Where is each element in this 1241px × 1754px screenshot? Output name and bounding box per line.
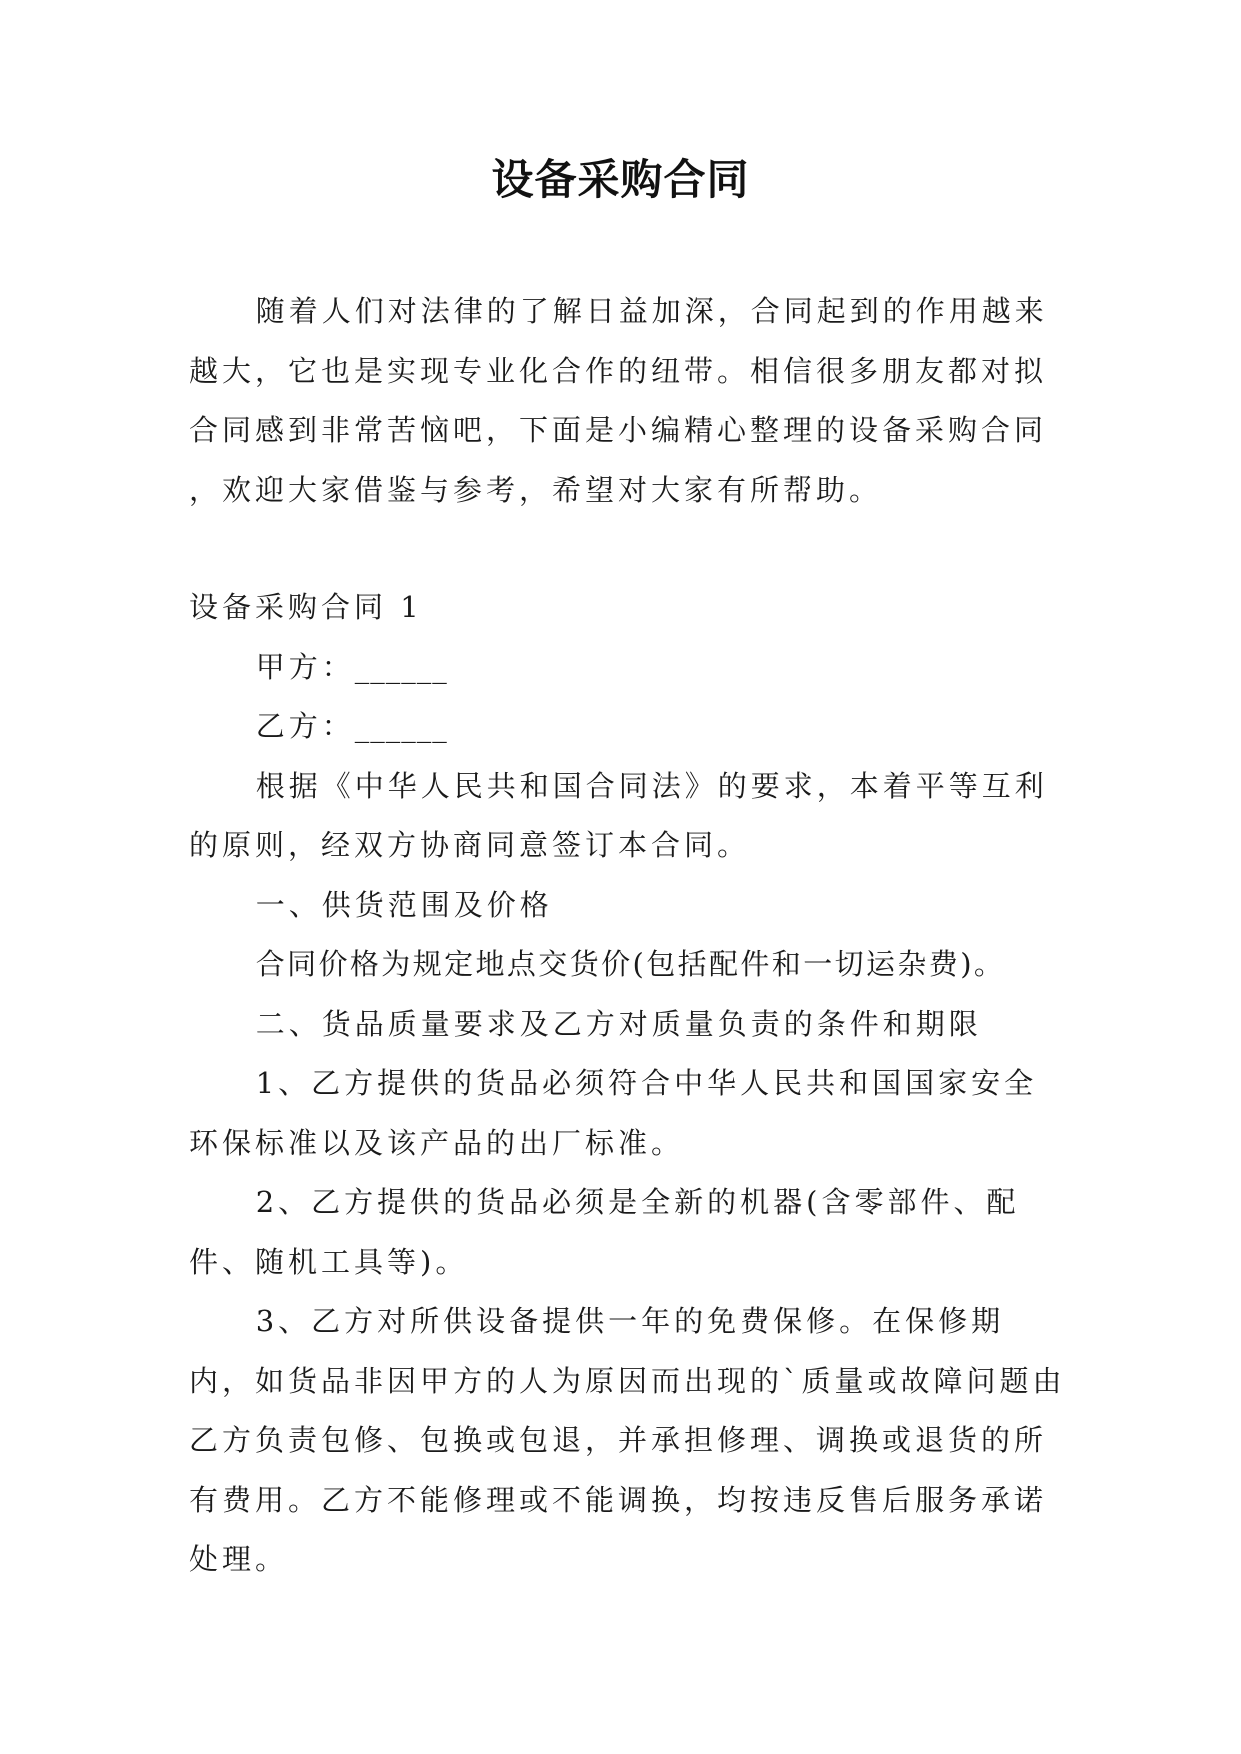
section-heading: 设备采购合同 1 bbox=[189, 590, 423, 624]
clause1-heading: 一、供货范围及价格 bbox=[255, 887, 553, 922]
clause2-item2: 2、乙方提供的货品必须是全新的机器(含零部件、配件、随机工具等)。 bbox=[189, 1185, 1020, 1279]
document-title: 设备采购合同 bbox=[491, 155, 750, 204]
party-a-label: 甲方： bbox=[255, 649, 355, 684]
clause1-text: 合同价格为规定地点交货价(包括配件和一切运杂费)。 bbox=[255, 947, 1006, 981]
party-a-line bbox=[189, 638, 1069, 698]
clause2-heading: 二、货品质量要求及乙方对质量负责的条件和期限 bbox=[255, 1006, 982, 1041]
party-b-label: 乙方： bbox=[255, 709, 355, 743]
party-b-line bbox=[189, 697, 1069, 757]
clause2-item1: 1、乙方提供的货品必须符合中华人民共和国国家安全环保标准以及该产品的出厂标准。 bbox=[189, 1066, 1038, 1160]
clause2-item3: 3、乙方对所供设备提供一年的免费保修。在保修期内，如货品非因甲方的人为原因而出现的`质量或故障问题由乙方负责包修、包换或包退，并承担修理、调换或退货的所有费用。乙方不能修理或不能调换，均按违反售后服务承诺处理。 bbox=[189, 1304, 1066, 1576]
party-a-blank: ______ bbox=[354, 649, 448, 684]
party-b-blank: ______ bbox=[354, 709, 448, 743]
document-body bbox=[189, 282, 1069, 1590]
intro-paragraph: 随着人们对法律的了解日益加深，合同起到的作用越来越大，它也是实现专业化合作的纽带。相信很多朋友都对拟合同感到非常苦恼吧，下面是小编精心整理的设备采购合同 ，欢迎大家借鉴与参考，希望对大家有所帮助。 bbox=[189, 294, 1048, 507]
preamble-paragraph: 根据《中华人民共和国合同法》的要求，本着平等互利的原则，经双方协商同意签订本合同。 bbox=[189, 768, 1048, 862]
